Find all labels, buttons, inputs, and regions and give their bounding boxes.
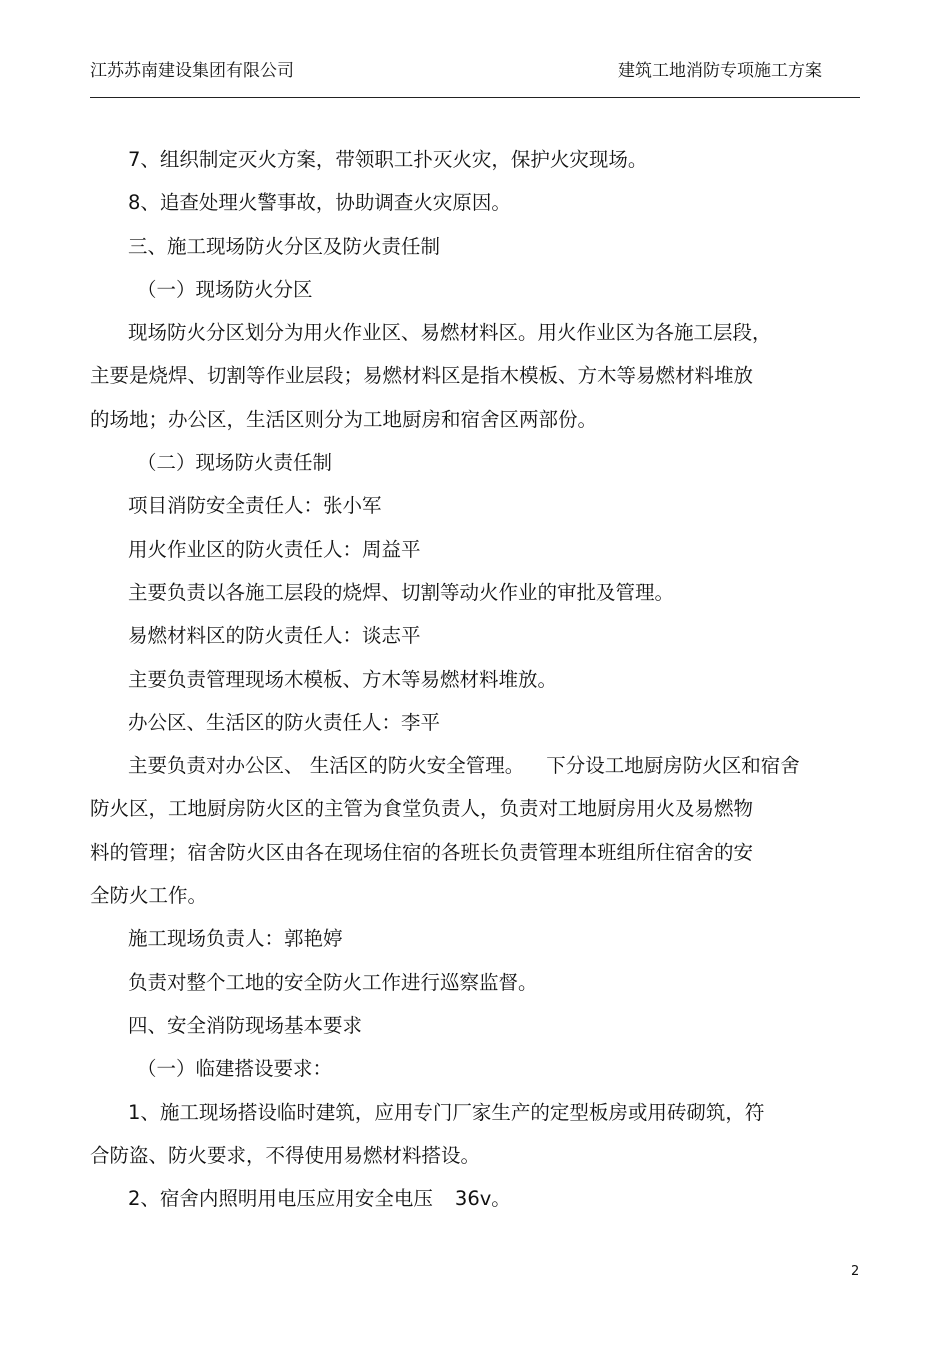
- text-line: [90, 1177, 850, 1220]
- text-segment: 下分设工地厨房防火区和宿舍: [546, 754, 800, 778]
- text-line: 防火区，工地厨房防火区的主管为食堂负责人，负责对工地厨房用火及易燃物: [90, 797, 754, 821]
- text-line: 施工现场负责人：郭艳婷: [128, 927, 343, 951]
- text-line: [90, 744, 850, 787]
- text-line: 1、施工现场搭设临时建筑，应用专门厂家生产的定型板房或用砖砌筑，符: [128, 1100, 765, 1124]
- text-line: 项目消防安全责任人：张小军: [128, 494, 382, 518]
- text-line: 主要是烧焊、切割等作业层段；易燃材料区是指木模板、方木等易燃材料堆放: [90, 364, 754, 388]
- subsection-heading: （二）现场防火责任制: [137, 451, 333, 475]
- subsection-heading: （一）临建搭设要求：: [137, 1057, 333, 1081]
- text-line: 办公区、生活区的防火责任人：李平: [128, 710, 441, 734]
- header-doc-title: 建筑工地消防专项施工方案: [618, 61, 822, 81]
- header-company: 江苏苏南建设集团有限公司: [90, 61, 294, 81]
- page-number: 2: [851, 1264, 860, 1279]
- subsection-heading: （一）现场防火分区: [137, 277, 313, 301]
- text-segment: 2、宿舍内照明用电压应用安全电压: [128, 1187, 433, 1211]
- text-segment: 36v。: [454, 1187, 511, 1211]
- text-line: 的场地；办公区，生活区则分为工地厨房和宿舍区两部份。: [90, 407, 598, 431]
- text-line: 料的管理；宿舍防火区由各在现场住宿的各班长负责管理本班组所住宿舍的安: [90, 840, 754, 864]
- text-line: 负责对整个工地的安全防火工作进行巡察监督。: [128, 970, 538, 994]
- text-line: 8、追查处理火警事故，协助调查火灾原因。: [128, 191, 511, 215]
- text-line: 现场防火分区划分为用火作业区、易燃材料区。用火作业区为各施工层段，: [128, 321, 772, 345]
- section-heading: 三、施工现场防火分区及防火责任制: [128, 234, 441, 258]
- page-header: [90, 58, 860, 94]
- section-heading: 四、安全消防现场基本要求: [128, 1013, 363, 1037]
- text-line: 全防火工作。: [90, 884, 208, 908]
- text-line: 合防盗、防火要求，不得使用易燃材料搭设。: [90, 1143, 481, 1167]
- document-body: [90, 138, 850, 1220]
- header-rule: [90, 97, 860, 98]
- text-line: 主要负责以各施工层段的烧焊、切割等动火作业的审批及管理。: [128, 580, 675, 604]
- text-line: 易燃材料区的防火责任人：谈志平: [128, 624, 421, 648]
- text-line: 主要负责管理现场木模板、方木等易燃材料堆放。: [128, 667, 558, 691]
- text-line: 用火作业区的防火责任人：周益平: [128, 537, 421, 561]
- text-line: 7、组织制定灭火方案，带领职工扑灭火灾，保护火灾现场。: [128, 148, 648, 171]
- text-segment: 主要负责对办公区、 生活区的防火安全管理。: [128, 754, 525, 778]
